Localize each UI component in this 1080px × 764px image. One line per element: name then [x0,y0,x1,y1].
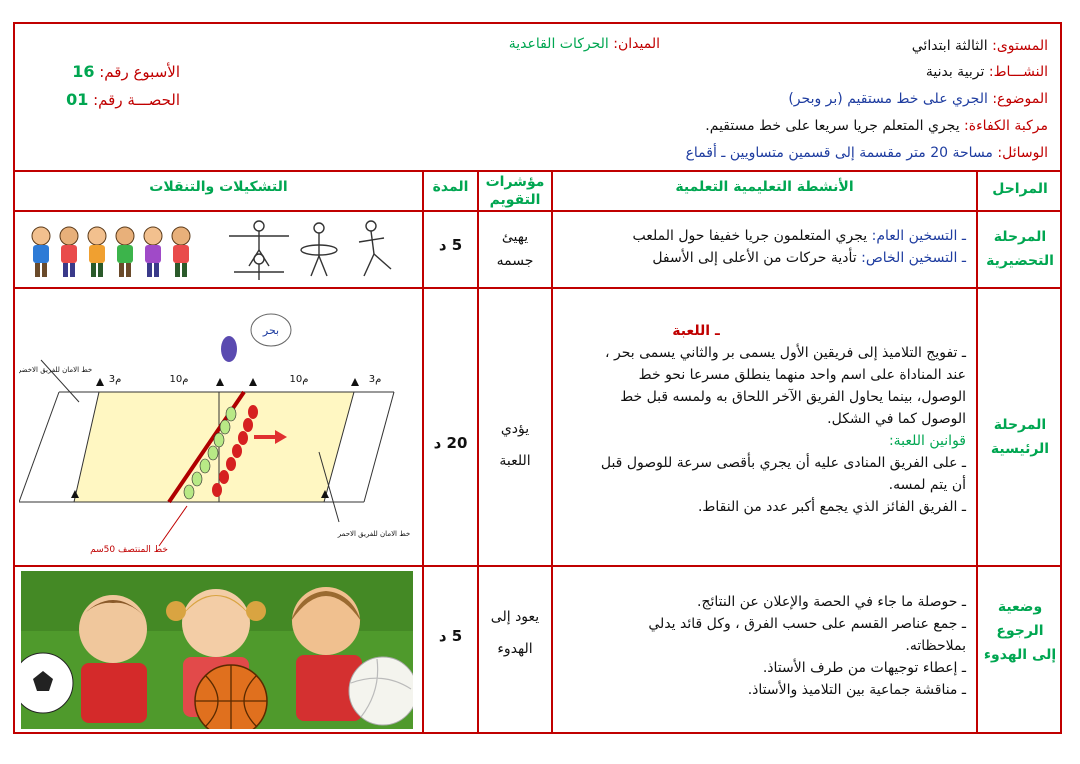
row-divider [15,210,1060,212]
competency-value: يجري المتعلم جريا سريعا على خط مستقيم. [705,118,960,134]
level-label: المستوى: [992,38,1048,54]
stage-cooldown [978,595,1062,667]
rules-title: قوانين اللعبة: [888,433,966,449]
stage-main [978,413,1062,461]
exercise-sketches [229,221,391,280]
cooldown-line-1: ـ حوصلة ما جاء في الحصة والإعلان عن النتائج. [697,594,966,610]
stage-preparation-line1: المرحلة [993,229,1047,245]
indicator-cooldown-line1: يعود إلى [490,609,540,625]
kids-with-balls-photo [21,571,413,729]
competency-line [705,118,1048,134]
field-line [509,36,660,52]
header-indicators-line1: مؤشرات [485,174,545,190]
duration-cooldown: 5 د [438,627,463,645]
lesson-header [15,24,1060,172]
safe-line-red-label: خط الامان للفريق الاحمر [337,530,411,538]
header-duration: المدة [432,179,469,195]
indicator-preparation [479,225,551,273]
indicator-cooldown-line2: الهدوء [497,641,533,657]
activities-main [556,320,966,518]
indicator-main-line1: يؤدي [500,421,530,437]
duration-preparation: 5 د [438,236,463,254]
week-value: 16 [72,62,95,81]
middle-line-label: خط المنتصف 50سم [90,545,168,555]
header-activities: الأنشطة التعليمية التعلمية [675,179,854,195]
activity-label: النشـــاط: [988,64,1048,80]
header-indicators [479,173,551,209]
game-line-4: الوصول كما في الشكل. [827,411,966,427]
general-warmup-text: يجري المتعلمون جريا خفيفا حول الملعب [632,228,872,244]
photo-svg [21,571,413,729]
game-line-3: الوصول، بينما يحاول الفريق الآخر اللحاق به ولمسه قبل خط [620,389,966,405]
dim-right-10m: 10م [289,374,309,385]
level-line [912,38,1048,54]
field-value: الحركات القاعدية [508,36,609,52]
warmup-illustration [19,214,419,284]
game-line-1: ـ تفويج التلاميذ إلى فريقين الأول يسمى بر والثاني يسمى بحر ، [605,345,966,361]
topic-value: الجري على خط مستقيم (بر وبحر) [788,91,988,107]
indicator-main [479,417,551,473]
lesson-sheet [13,22,1062,734]
stage-preparation-line2: التحضيرية [986,253,1054,269]
means-line [686,145,1048,161]
activities-preparation [556,225,966,269]
competency-label: مركبة الكفاءة: [964,118,1048,134]
stage-preparation [978,225,1062,273]
activity-line [926,64,1048,80]
week-label: الأسبوع رقم: [99,63,180,81]
child-face [182,589,250,657]
general-warmup [556,225,966,247]
field-label: الميدان: [613,36,660,52]
dim-right-3m: 3م [368,374,382,385]
child-face [79,595,147,663]
topic-line [788,91,1048,107]
stage-cooldown-line3: إلى الهدوء [983,647,1057,663]
safe-line-green-label: خط الامان للفريق الاخضر [19,366,93,374]
indicator-preparation-line2: جسمه [496,253,534,269]
warmup-figures [19,214,419,284]
dim-left-3m: 3م [108,374,122,385]
header-formations: التشكيلات والتنقلات [149,179,288,195]
week-line [72,62,180,81]
session-label: الحصـــة رقم: [93,91,180,109]
stage-cooldown-line1: وضعية [997,599,1043,615]
field-svg [19,292,419,562]
cartoon-kids [32,227,190,277]
means-value: مساحة 20 متر مقسمة إلى قسمين متساويين ـ أقماع [685,145,993,161]
level-value: الثالثة ابتدائي [911,38,988,54]
header-stages: المراحل [992,181,1048,197]
cooldown-line-2: ـ جمع عناصر القسم على حسب الفرق ، وكل قائد يدلي [648,616,966,632]
session-value: 01 [66,90,89,109]
col-divider [422,170,424,734]
bubble-text: بحر [262,324,280,337]
row-divider [15,565,1060,567]
header-indicators-line2: التقويم [489,192,541,208]
game-line-2: عند المناداة على اسم واحد منهما ينطلق مسرعا نحو خط [638,367,966,383]
teacher-figure [221,336,237,362]
col-divider [551,170,553,734]
topic-label: الموضوع: [992,91,1048,107]
rules-line-2: أن يتم لمسه. [888,477,966,493]
row-divider [15,287,1060,289]
game-field-diagram [19,292,419,562]
child-face [292,587,360,655]
activity-value: تربية بدنية [925,64,985,80]
cooldown-line-3: بملاحظاته. [905,638,966,654]
session-line [66,90,180,109]
indicator-preparation-line1: يهيئ [501,229,529,245]
rules-line-1: ـ على الفريق المنادى عليه أن يجري بأقصى سرعة للوصول قبل [600,455,966,471]
indicator-main-line2: اللعبة [499,453,531,469]
activities-cooldown [556,591,966,701]
cooldown-line-4: ـ إعطاء توجيهات من طرف الأستاذ. [762,660,966,676]
means-label: الوسائل: [997,145,1048,161]
special-warmup [556,247,966,269]
cooldown-line-5: ـ مناقشة جماعية بين التلاميذ والأستاذ. [747,682,966,698]
stage-main-line2: الرئيسية [990,441,1050,457]
volleyball-icon [349,657,413,725]
special-warmup-text: تأدية حركات من الأعلى إلى الأسفل [652,250,862,266]
stage-cooldown-line2: الرجوع [996,623,1044,639]
indicator-cooldown [479,605,551,661]
rules-line-3: ـ الفريق الفائز الذي يجمع أكبر عدد من النقاط. [697,499,966,515]
dim-left-10m: 10م [169,374,189,385]
stage-main-line1: المرحلة [993,417,1047,433]
general-warmup-label: ـ التسخين العام: [871,228,966,244]
duration-main: 20 د [433,434,468,452]
special-warmup-label: ـ التسخين الخاص: [861,250,966,266]
game-title: ـ اللعبة [672,323,720,339]
